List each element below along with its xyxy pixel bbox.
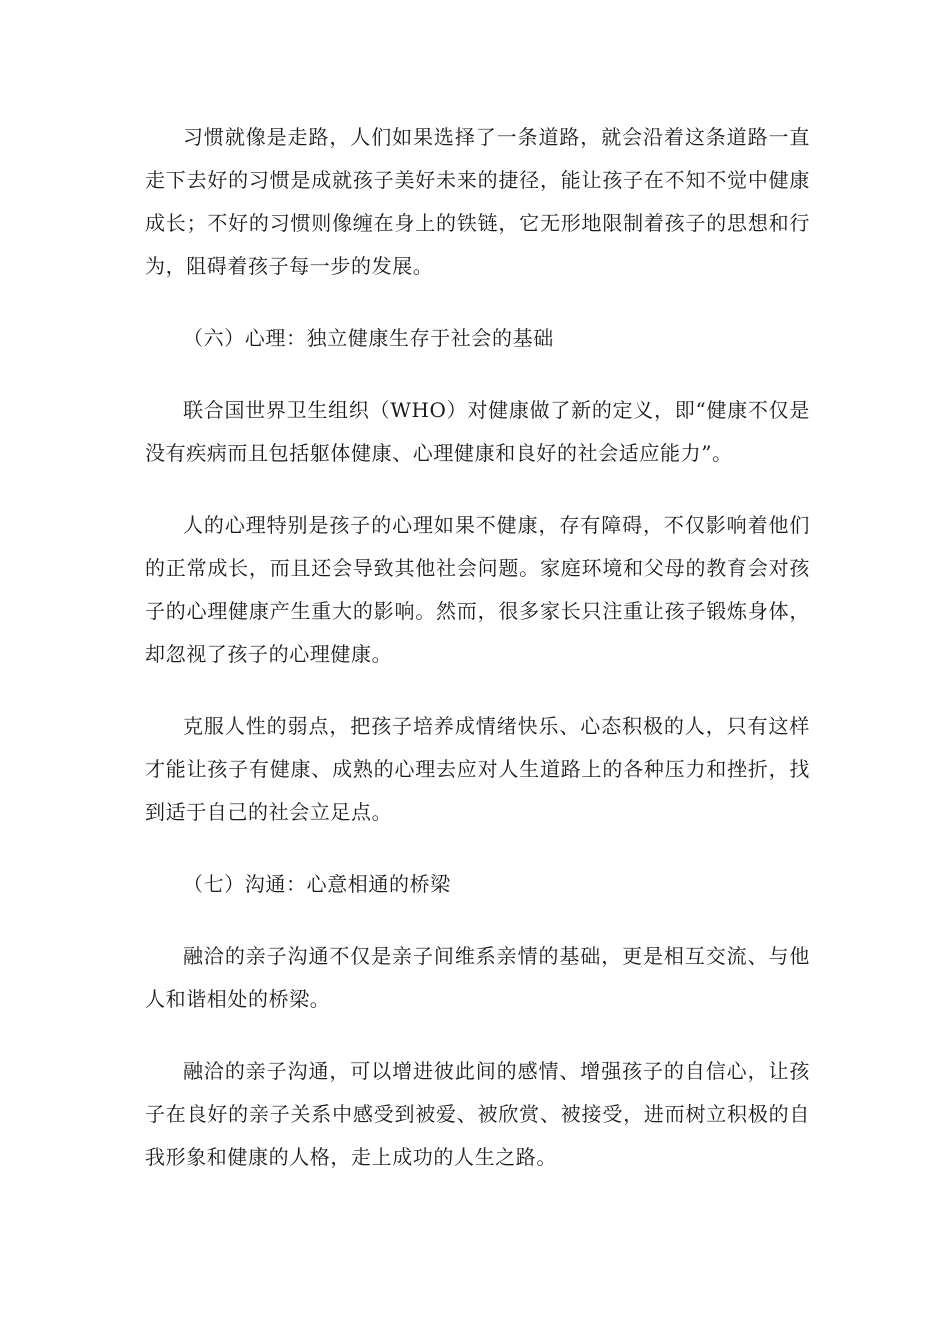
paragraph-overcome-weakness: 克服人性的弱点，把孩子培养成情绪快乐、心态积极的人，只有这样才能让孩子有健康、成熟的心理去应对人生道路上的各种压力和挫折，找到适于自己的社会立足点。 bbox=[145, 714, 810, 824]
paragraph-child-psychology: 人的心理特别是孩子的心理如果不健康，存有障碍，不仅影响着他们的正常成长，而且还会导致其他社会问题。家庭环境和父母的教育会对孩子的心理健康产生重大的影响。然而，很多家长只注重让孩子锻炼身体，却忽视了孩子的心理健康。 bbox=[145, 513, 810, 666]
paragraph-communication-benefits: 融洽的亲子沟通，可以增进彼此间的感情、增强孩子的自信心，让孩子在良好的亲子关系中感受到被爱、被欣赏、被接受，进而树立积极的自我形象和健康的人格，走上成功的人生之路。 bbox=[145, 1059, 810, 1169]
paragraph-communication-bridge: 融洽的亲子沟通不仅是亲子间维系亲情的基础，更是相互交流、与他人和谐相处的桥梁。 bbox=[145, 944, 810, 1011]
section-heading-communication: （七）沟通：心意相通的桥梁 bbox=[183, 872, 451, 896]
document-body bbox=[145, 116, 810, 1208]
paragraph-habit: 习惯就像是走路，人们如果选择了一条道路，就会沿着这条道路一直走下去好的习惯是成就孩子美好未来的捷径，能让孩子在不知不觉中健康成长；不好的习惯则像缠在身上的铁链，它无形地限制着孩子的思想和行为，阻碍着孩子每一步的发展。 bbox=[145, 125, 810, 278]
paragraph-who-definition: 联合国世界卫生组织（WHO）对健康做了新的定义，即“健康不仅是没有疾病而且包括躯体健康、心理健康和良好的社会适应能力”。 bbox=[145, 398, 810, 465]
section-heading-psychology: （六）心理：独立健康生存于社会的基础 bbox=[183, 326, 554, 350]
